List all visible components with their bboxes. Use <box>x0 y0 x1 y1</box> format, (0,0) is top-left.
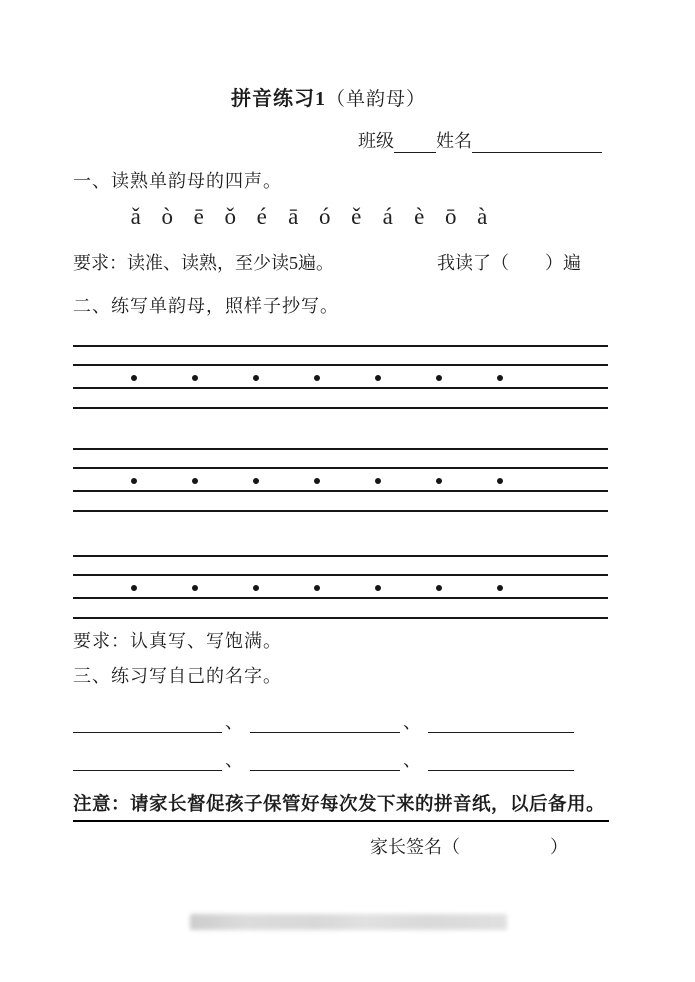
pinyin-letter: ē <box>193 204 204 229</box>
title-main-text: 拼音练习1 <box>230 88 326 110</box>
letter-dot <box>314 585 320 591</box>
name-blank-line <box>73 745 222 771</box>
pinyin-letter: ǒ <box>224 204 236 229</box>
section-three-heading: 三、练习写自己的名字。 <box>73 666 282 686</box>
pinyin-letter: ó <box>319 204 331 229</box>
letter-dot <box>436 478 442 484</box>
letter-dot <box>375 585 381 591</box>
pinyin-letter: é <box>256 204 267 229</box>
enumeration-comma: 、 <box>403 750 421 771</box>
parent-signature-label: 家长签名（ ） <box>370 837 568 857</box>
letter-dot <box>192 478 198 484</box>
title-subtitle-text: （单韵母） <box>325 89 426 110</box>
class-blank-line <box>394 132 436 153</box>
grid-line <box>73 387 608 389</box>
section-one-heading: 一、读熟单韵母的四声。 <box>73 171 282 191</box>
class-label: 班级 <box>358 131 394 151</box>
letter-dot <box>375 478 381 484</box>
letter-dot <box>497 478 503 484</box>
writing-grid <box>73 448 608 512</box>
class-name-row <box>358 127 602 153</box>
letter-dot <box>131 375 137 381</box>
letter-dot <box>314 375 320 381</box>
grid-line <box>73 467 608 469</box>
name-blank-line <box>428 707 574 733</box>
section-one-requirement: 要求：读准、读熟，至少读5遍。 <box>73 253 334 273</box>
grid-line <box>73 574 608 576</box>
letter-dot <box>497 585 503 591</box>
pinyin-letter: ǎ <box>130 204 141 229</box>
pinyin-letter: ō <box>445 204 457 229</box>
letter-dot <box>497 375 503 381</box>
writing-grid <box>73 345 608 409</box>
read-count-label: 我读了（ ）遍 <box>437 253 581 273</box>
enumeration-comma: 、 <box>225 750 243 771</box>
letter-dot <box>375 375 381 381</box>
name-practice-row <box>73 745 574 771</box>
pinyin-letter-row <box>120 204 498 230</box>
letter-dot <box>192 375 198 381</box>
letter-dot <box>192 585 198 591</box>
pinyin-letter: á <box>382 204 393 229</box>
grid-line <box>73 490 608 492</box>
grid-line <box>73 448 608 450</box>
name-blank-line <box>428 745 574 771</box>
pinyin-letter: ā <box>288 204 299 229</box>
section-two-heading: 二、练写单韵母，照样子抄写。 <box>73 296 339 316</box>
name-blank-line <box>250 745 400 771</box>
letter-dot <box>253 478 259 484</box>
grid-line <box>73 597 608 599</box>
letter-dot <box>314 478 320 484</box>
grid-line <box>73 345 608 347</box>
enumeration-comma: 、 <box>225 712 243 733</box>
grid-line <box>73 407 608 409</box>
grid-line <box>73 364 608 366</box>
writing-grid <box>73 555 608 619</box>
letter-dot <box>253 375 259 381</box>
section-two-requirement: 要求：认真写、写饱满。 <box>73 631 282 651</box>
name-label: 姓名 <box>436 131 472 151</box>
enumeration-comma: 、 <box>403 712 421 733</box>
watermark-blur <box>190 914 507 930</box>
page-title <box>0 82 695 111</box>
letter-dot <box>436 375 442 381</box>
pinyin-letter: ò <box>161 204 173 229</box>
letter-dot <box>131 478 137 484</box>
pinyin-letter: ě <box>351 204 362 229</box>
name-blank-line <box>472 132 602 153</box>
letter-dot <box>131 585 137 591</box>
pinyin-letter: à <box>477 204 488 229</box>
grid-line <box>73 617 608 619</box>
pinyin-letter: è <box>414 204 425 229</box>
grid-line <box>73 510 608 512</box>
name-blank-line <box>73 707 222 733</box>
name-blank-line <box>250 707 400 733</box>
grid-line <box>73 555 608 557</box>
name-practice-row <box>73 707 574 733</box>
letter-dot <box>253 585 259 591</box>
letter-dot <box>436 585 442 591</box>
section-one-requirement-row <box>73 249 608 275</box>
parent-notice: 注意：请家长督促孩子保管好每次发下来的拼音纸，以后备用。 <box>73 790 609 822</box>
